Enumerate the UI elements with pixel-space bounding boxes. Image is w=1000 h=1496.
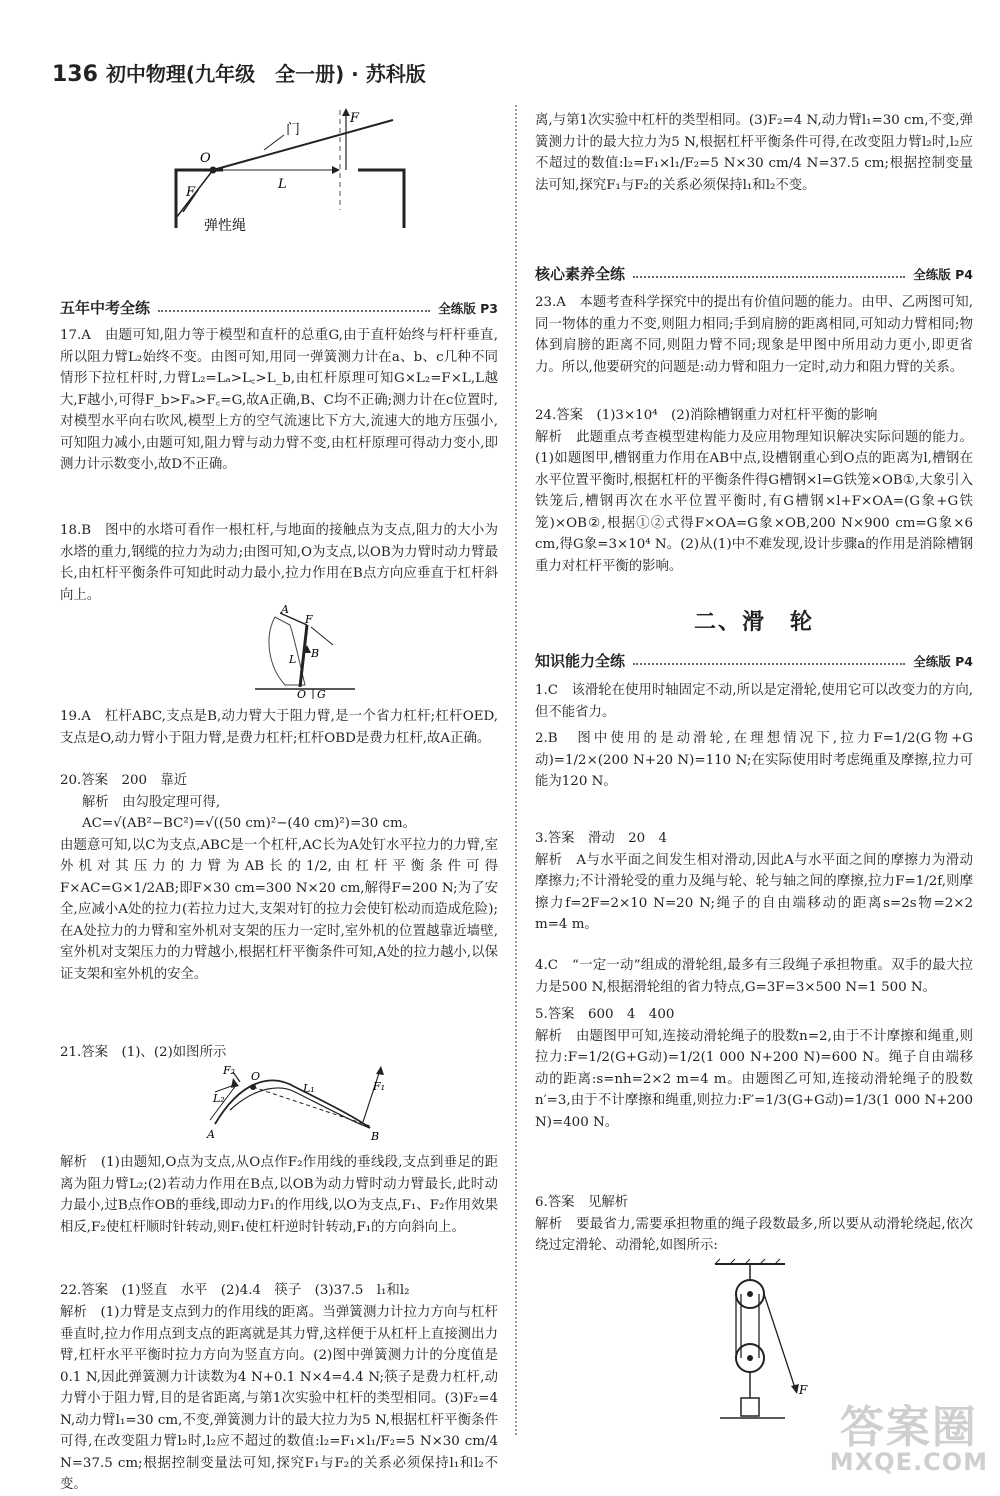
q22-answer: 22.答案 (1)竖直 水平 (2)4.4 筷子 (3)37.5 l₁和l₂ [60,1283,410,1298]
door-label: 门 [286,122,300,138]
section-title: 核心素养全练 [535,265,626,283]
k3-answer: 3.答案 滑动 20 4 [535,831,668,846]
q21-answer: 21.答案 (1)、(2)如图所示 [60,1045,227,1060]
fig21-f2: F₂ [223,1064,236,1077]
page-header [52,58,426,87]
tower-f: F [305,613,313,626]
q21 [60,1042,498,1064]
section-zhishi [535,650,973,671]
page-number: 136 [52,62,98,87]
q20-p3: 由题意可知,以C为支点,ABC是一个杠杆,AC长为A处钉水平拉力的力臂,室外机对其压力的力臂为AB长的1/2,由杠杆平衡条件可得F×AC=G×1/2AB;即F×30 cm=300 N×20 cm,解得F=200 N;为了安全,应减小A处的拉力(若拉力过大,支架对钉的拉力会使钉松动而造成危险);在A处拉力的力臂和室外机对支架的压力一定时,室外机的位置越靠近墙壁,室外机对支架压力的力臂越小,根据杠杆平衡条件可知,A处的拉力越小,以保证支架和室外机的安全。 [60,837,498,982]
k3 [535,828,973,936]
fig-o: O [200,151,211,166]
section-title: 知识能力全练 [535,652,626,670]
water-tower-figure [245,605,365,700]
k5-answer: 5.答案 600 4 400 [535,1007,675,1022]
q20 [60,770,498,985]
fig21-f1: F₁ [373,1080,386,1093]
k1-text: 1.C 该滑轮在使用时轴固定不动,所以是定滑轮,使用它可以改变力的方向,但不能省力。 [535,683,973,720]
k5-explain: 解析 由题图甲可知,连接动滑轮绳子的股数n=2,由于不计摩擦和绳重,则拉力:F=1/2(G+G动)=1/2(1 000 N+200 N)=600 N。绳子自由端移动的距离:s=nh=2×2 m=4 m。由题图乙可知,连接动滑轮绳子的股数n′=3,由于不计摩擦和绳重,则拉力:F′=1/3(G+G动)=1/3(1 000 N+200 N)=400 N。 [535,1028,973,1130]
door-lever-figure [168,100,428,240]
fig21-l2: L₂ [213,1092,225,1105]
q22-explain-part1: 解析 (1)力臂是支点到力的作用线的距离。当弹簧测力计拉力方向与杠杆垂直时,拉力作用点到支点的距离就是其力臂,这样便于从杠杆上直接测出力臂,杠杆水平平衡时拉力方向为竖直方向。(2)图中弹簧测力计的分度值是0.1 N,因此弹簧测力计读数为4 N+0.1 N×4=4.4 N;筷子是费力杠杆,动力臂小于阻力臂,目的是省距离,与第1次实验中杠杆的类型相同。(3)F₂=4 N,动力臂l₁=30 cm,不变,弹簧测力计的最大拉力为5 N,根据杠杆平衡条件可得,在改变阻力臂l₂时,l₂应不超过的数值:l₂=F₁×l₁/F₂=5 N×30 cm/4 N=37.5 cm;根据控制变量法可知,探究F₁与F₂的关系必须保持l₁和l₂不变。 [60,1305,498,1492]
q20-answer: 20.答案 200 靠近 [60,773,188,788]
fig-l1: L [278,177,287,192]
k6-answer: 6.答案 见解析 [535,1195,629,1210]
pulley-f: F [799,1383,808,1397]
section-wunian [60,297,498,318]
watermark-line1: 答案圈 [839,1402,978,1453]
q20-p1: 解析 由勾股定理可得, [82,794,221,810]
k4-text: 4.C “一定一动”组成的滑轮组,最多有三段绳子承担物重。双手的最大拉力是500 N,根据滑轮组的省力特点,G=3F=3×500 N=1 500 N。 [535,958,973,995]
tower-a: A [281,603,289,616]
section-hexin [535,263,973,284]
fig-f1: F [350,111,360,126]
tower-g: G [317,688,326,701]
rope-label: 弹性绳 [204,218,246,234]
k2-text: 2.B 图中使用的是动滑轮,在理想情况下,拉力F=1/2(G物+G动)=1/2×(200 N+20 N)=110 N;在实际使用时考虑绳重及摩擦,拉力可能为120 N。 [535,731,973,789]
fig21-o: O [251,1070,261,1083]
tower-o: O [297,688,307,701]
chapter-title: 二、滑 轮 [693,610,814,635]
q21-explain: 解析 (1)由题知,O点为支点,从O点作F₂作用线的垂线段,支点到垂足的距离为阻力臂L₂;(2)若动力作用在B点,以OB为动力臂时动力臂最长,此时动力最小,过B点作OB的垂线,即动力F₁的作用线,以O为支点,F₁、F₂作用效果相反,F₂使杠杆顺时针转动,则F₁使杠杆逆时针转动,F₁的方向斜向上。 [60,1155,498,1235]
fig-f2: F [186,185,196,200]
section-dots [633,270,905,278]
section-ref: 全练版 P3 [438,300,498,316]
q22-continued: 离,与第1次实验中杠杆的类型相同。(3)F₂=4 N,动力臂l₁=30 cm,不变,弹簧测力计的最大拉力为5 N,根据杠杆平衡条件可得,在改变阻力臂l₂时,l₂应不超过的数值:l₂=F₁×l₁/F₂=5 N×30 cm/4 N=37.5 cm;根据控制变量法可知,探究F₁与F₂的关系必须保持l₁和l₂不变。 [535,113,973,193]
q17-text: 17.A 由题可知,阻力等于模型和直杆的总重G,由于直杆始终与杆杆垂直,所以阻力臂L₂始终不变。由图可知,用同一弹簧测力计在a、b、c几种不同情形下拉杠杆时,力臂L₂=Lₐ>L꜀>L_b,由杠杆原理可知G×L₂=F×L,L越大,F越小,可得F_b>Fₐ>F꜀=G,故A正确,B、C均不正确;测力计在c位置时,对模型水平向右吹风,模型上方的空气流速比下方大,流速大的地方压强小,可知阻力减小,由题可知,阻力臂与动力臂不变,由杠杆原理可得动力变小,即测力计示数变小,故D不正确。 [60,328,498,472]
lever-ob-figure [195,1062,395,1142]
q24 [535,405,973,577]
q24-explain: 解析 此题重点考查模型建构能力及应用物理知识解决实际问题的能力。(1)如题图甲,槽钢重力作用在AB中点,设槽钢重心到O点的距离为l,槽钢在水平位置平衡时,根据杠杆的平衡条件得G槽钢×l=G铁笼×OB①,大象引入铁笼后,槽钢再次在水平位置平衡时,有G槽钢×l+F×OA=(G象+G铁笼)×OB②,根据①②式得F×OA=G象×OB,200 N×900 cm=G象×6 cm,得G象=3×10⁴ N。(2)从(1)中不难发现,设计步骤a的作用是消除槽钢重力对杠杆平衡的影响。 [535,429,973,574]
section-dots [633,657,905,665]
pulley-figure [705,1258,815,1428]
q19-text: 19.A 杠杆ABC,支点是B,动力臂大于阻力臂,是一个省力杠杆;杠杆OED,支点是O,动力臂小于阻力臂,是费力杠杆;杠杆OBD是费力杠杆,故A正确。 [60,709,498,746]
fig21-b: B [371,1130,380,1143]
section-ref: 全练版 P4 [913,266,973,282]
watermark-line2: MXQE.COM [829,1448,988,1476]
q23-text: 23.A 本题考查科学探究中的提出有价值问题的能力。由甲、乙两图可知,同一物体的重力不变,则阻力相同;手到肩膀的距离相同,可知动力臂相同;物体到肩膀的距离不同,则阻力臂不同;现象是甲图中所用动力更小,即更省力。所以,他要研究的问题是:动力臂和阻力一定时,动力和阻力臂的关系。 [535,295,973,375]
section-ref: 全练版 P4 [913,653,973,669]
book-title: 初中物理(九年级 全一册) · 苏科版 [105,62,426,86]
watermark-logo [829,1402,988,1476]
tower-l: L [289,653,297,666]
column-divider [515,105,517,1435]
k6 [535,1192,973,1257]
q18-text: 18.B 图中的水塔可看作一根杠杆,与地面的接触点为支点,阻力的大小为水塔的重力,钢缆的拉力为动力;由图可知,O为支点,以OB为力臂时动力臂最长,由杠杆平衡条件可知此时动力最小,拉力作用在B点方向应垂直于杠杆斜向上。 [60,523,498,603]
q20-p2: AC=√(AB²−BC²)=√((50 cm)²−(40 cm)²)=30 cm。 [82,816,417,831]
q22 [60,1280,498,1302]
fig21-l1: L₁ [303,1082,315,1095]
section-title: 五年中考全练 [60,299,151,317]
k3-explain: 解析 A与水平面之间发生相对滑动,因此A与水平面之间的摩擦力为滑动摩擦力;不计滑轮受的重力及绳与轮、轮与轴之间的摩擦,拉力F=1/2f,则摩擦力f=2F=2×10 N=20 N;绳子的自由端移动的距离s=2s物=2×2 m=4 m。 [535,852,973,932]
k6-explain: 解析 要最省力,需要承担物重的绳子段数最多,所以要从动滑轮绕起,依次绕过定滑轮、动滑轮,如图所示: [535,1216,973,1253]
section-dots [158,304,430,312]
tower-b: B [311,647,320,660]
fig21-a: A [207,1128,215,1141]
k5 [535,1004,973,1133]
q24-answer: 24.答案 (1)3×10⁴ (2)消除槽钢重力对杠杆平衡的影响 [535,408,878,423]
